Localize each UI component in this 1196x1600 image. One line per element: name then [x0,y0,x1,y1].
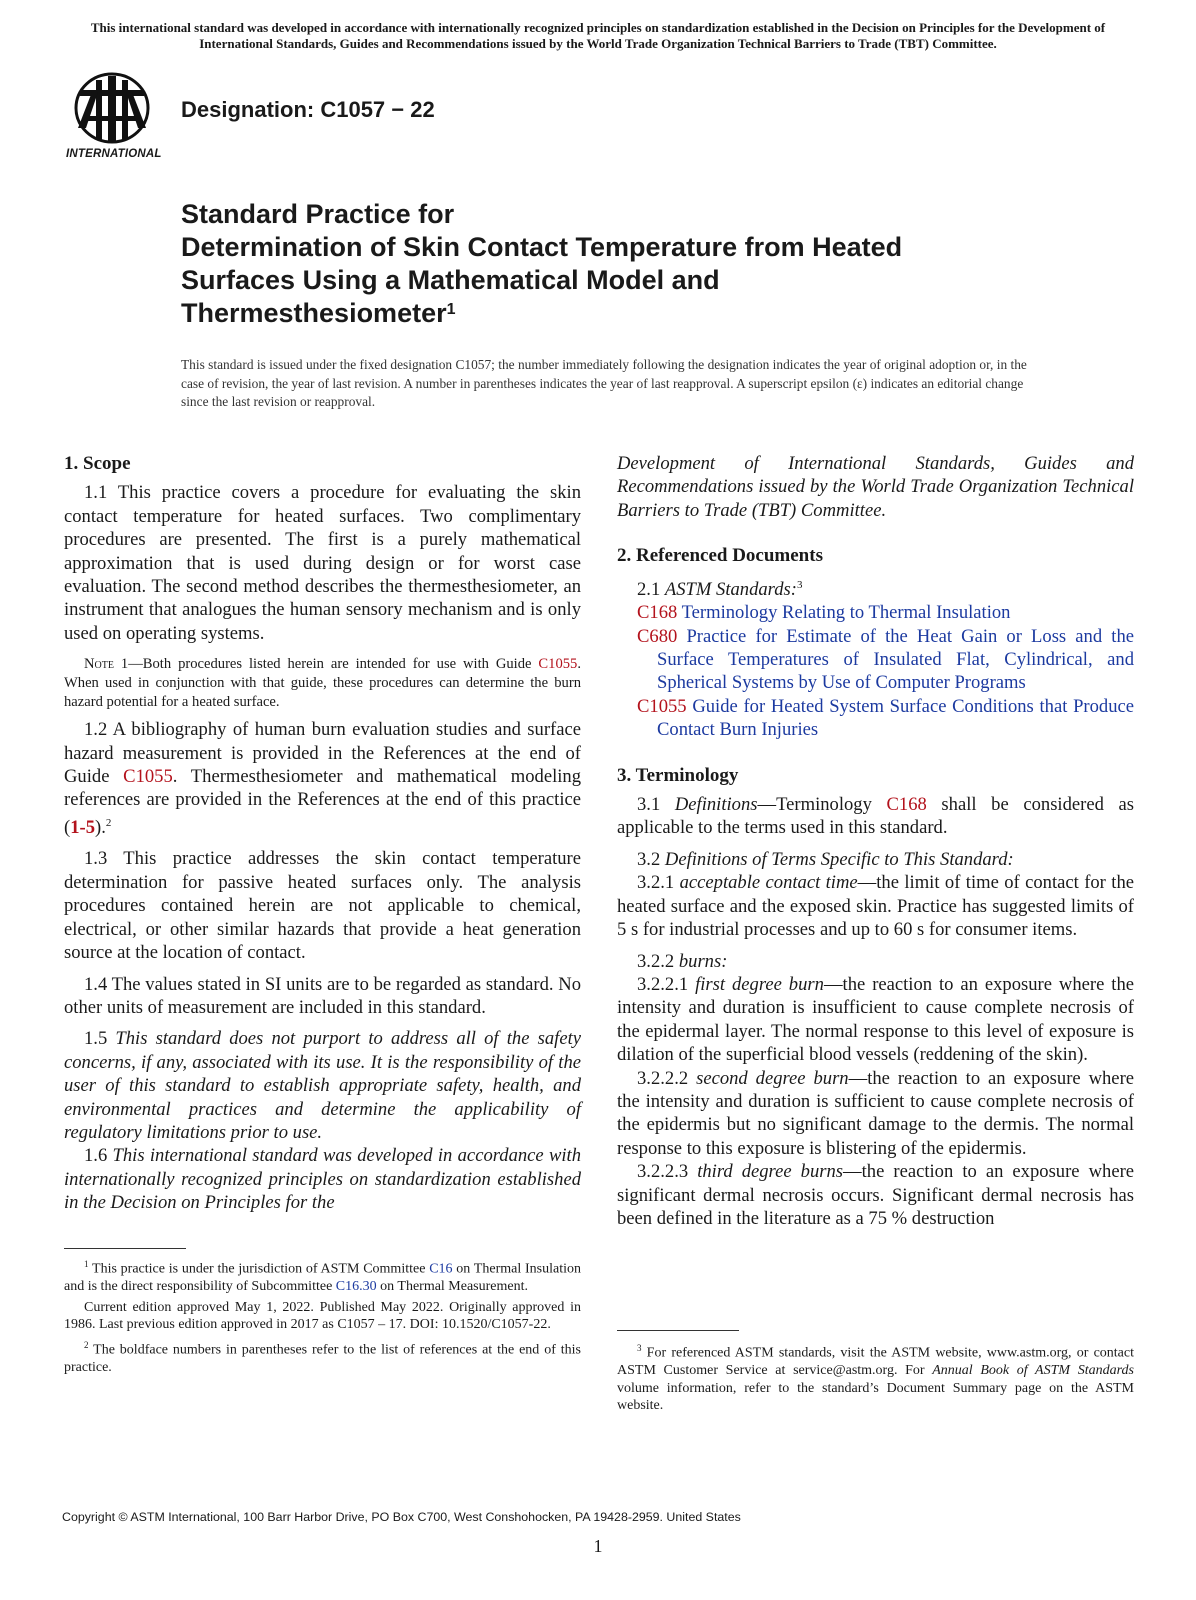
document-title [181,198,1061,330]
note-1: Note 1—Both procedures listed herein are intended for use with Guide C1055. When used in conjunction with that guide, these procedures can determine the burn hazard potential for a heated surface. [64,656,581,711]
logo-international-text: INTERNATIONAL [66,148,162,160]
reference-item-c1055[interactable]: C1055 Guide for Heated System Surface Conditions that Produce Contact Burn Injuries [637,695,1134,741]
paragraph-3-2-2-3: 3.2.2.3 third degree burns—the reaction to an exposure where significant dermal necrosis occurs. Significant dermal necrosis has been defined in the literature as a 75 % destruction [617,1161,1135,1229]
footnotes-left [64,1256,581,1376]
link-c1055-note[interactable]: C1055 [538,656,578,673]
title-line-3: Surfaces Using a Mathematical Model and [181,265,720,295]
paragraph-1-2: 1.2 A bibliography of human burn evaluation studies and surface hazard measurement is provided in the References at the end of Guide C1055. Thermesthesiometer and mathematical modeling references are provided in the References at the end of this practice (1-5).$^2$ [64,719,581,839]
top-notice: This international standard was developed in accordance with internationally recognized principles on standardization established in the Decision on Principles for the Development of International Standards, Guides and Recommendations issued by the World Trade Organization Technical Barriers to Trade (TBT) Committee. [90,20,1106,51]
title-footnote-mark: 1 [446,301,456,318]
section-heading-scope: 1. Scope [64,453,131,474]
link-c168[interactable]: C168 [886,794,927,816]
paragraph-1-6: 1.6 This international standard was developed in accordance with internationally recognized principles on standardization established in the Decision on Principles for the [64,1145,582,1214]
title-line-1: Standard Practice for [181,199,455,229]
page-number: 1 [593,1536,603,1556]
paragraph-3-2-1: 3.2.1 acceptable contact time—the limit of time of contact for the heated surface and the exposed skin. Practice has suggested limits of 5 s for industrial processes and up to 60 s for consumer items. [617,872,1134,941]
paragraph-3-2-2-2: 3.2.2.2 second degree burn—the reaction to an exposure where the intensity and duration is sufficient to cause complete necrosis of the epidermis but no significant damage to the dermis. The normal response to this exposure is blistering of the epidermis. [617,1067,1135,1159]
link-references-1-5[interactable]: 1-5 [70,817,95,839]
link-c16[interactable]: C16 [429,1261,453,1277]
paragraph-1-5: 1.5 This standard does not purport to address all of the safety concerns, if any, associated with its use. It is the responsibility of the user of this standard to establish appropriate safety, health, and environmental practices and determine the applicability of regulatory limitations prior to use. [64,1028,581,1143]
reference-item-c680[interactable]: C680 Practice for Estimate of the Heat Gain or Loss and the Surface Temperatures of Insulated Flat, Cylindrical, and Spherical Systems by Use of Computer Programs [637,625,1134,694]
paragraph-1-4: 1.4 The values stated in SI units are to be regarded as standard. No other units of measurement are included in this standard. [64,973,581,1018]
footnote-mark-2: 2 [105,816,112,829]
section-heading-terminology: 3. Terminology [617,764,739,786]
right-column [617,452,1134,1230]
title-line-2: Determination of Skin Contact Temperature from Heated [181,232,903,262]
footnotes-right [617,1340,1134,1415]
issue-notice: This standard is issued under the fixed designation C1057; the number immediately following the designation indicates the year of original adoption or, in the case of revision, the year of last revision. A number in parentheses indicates the year of last reapproval. A superscript epsilon (ε) indicates an editorial change since the last revision or reapproval. [181,357,1027,409]
section-heading-referenced-documents: 2. Referenced Documents [617,545,823,567]
link-c16-30[interactable]: C16.30 [335,1279,377,1295]
paragraph-1-6-continued: Development of International Standards, Guides and Recommendations issued by the World Trade Organization Technical Barriers to Trade (TBT) Committee. [617,453,1134,521]
paragraph-3-2-2: 3.2.2 burns: [637,950,728,972]
left-column [64,452,581,1215]
footnote-1: $^1$ This practice is under the jurisdiction of ASTM Committee C16 on Thermal Insulation and is the direct responsibility of Subcommittee C16.30 on Thermal Measurement. [64,1259,581,1295]
title-line-4: Thermesthesiometer$^1$ [181,298,456,328]
designation: Designation: C1057 − 22 [181,97,435,122]
note-1-label: Note 1 [84,656,129,673]
copyright-footer: Copyright © ASTM International, 100 Barr Harbor Drive, PO Box C700, West Conshohocken, PA 19428-2959. United States [62,1510,741,1524]
paragraph-3-2-2-1: 3.2.2.1 first degree burn—the reaction to an exposure where the intensity and duration is insufficient to cause complete necrosis of the epidermal layer. The normal response to this level of exposure is dilation of the superficial blood vessels (reddening of the skin). [617,973,1135,1066]
paragraph-1-1: 1.1 This practice covers a procedure for evaluating the skin contact temperature for heated surfaces. Two complimentary procedures are presented. The first is a purely mathematical approximation that is used during design or for worst case evaluation. The second method describes the thermesthesiometer, an instrument that analogues the human sensory mechanism and is only used on operating systems. [64,482,581,644]
reference-item-c168[interactable]: C168 Terminology Relating to Thermal Insulation [637,602,1011,624]
paragraph-3-1: 3.1 Definitions—Terminology C168 shall be considered as applicable to the terms used in this standard. [617,794,1134,839]
footnote-rule-right [617,1330,739,1331]
paragraph-1-3: 1.3 This practice addresses the skin contact temperature determination for passive heated surfaces only. The analysis procedures contained herein are not applicable to chemical, electrical, or other similar hazards that provide a heat generation source at the location of contact. [64,848,581,964]
astm-logo [62,68,168,168]
footnote-rule-left [64,1248,186,1249]
link-c1055[interactable]: C1055 [123,766,173,788]
paragraph-3-2: 3.2 Definitions of Terms Specific to This Standard: [637,848,1014,870]
paragraph-2-1: 2.1 ASTM Standards:$^3$ [637,578,803,600]
footnote-2: $^2$ The boldface numbers in parentheses refer to the list of references at the end of this practice. [64,1339,581,1375]
footnote-3: $^3$ For referenced ASTM standards, visit the ASTM website, www.astm.org, or contact ASTM Customer Service at service@astm.org. For Annual Book of ASTM Standards volume information, refer to the standard’s Document Summary page on the ASTM website. [617,1343,1134,1414]
footnote-1-edition: Current edition approved May 1, 2022. Published May 2022. Originally approved in 1986. Last previous edition approved in 2017 as C1057 – 17. DOI: 10.1520/C1057-22. [64,1299,581,1333]
